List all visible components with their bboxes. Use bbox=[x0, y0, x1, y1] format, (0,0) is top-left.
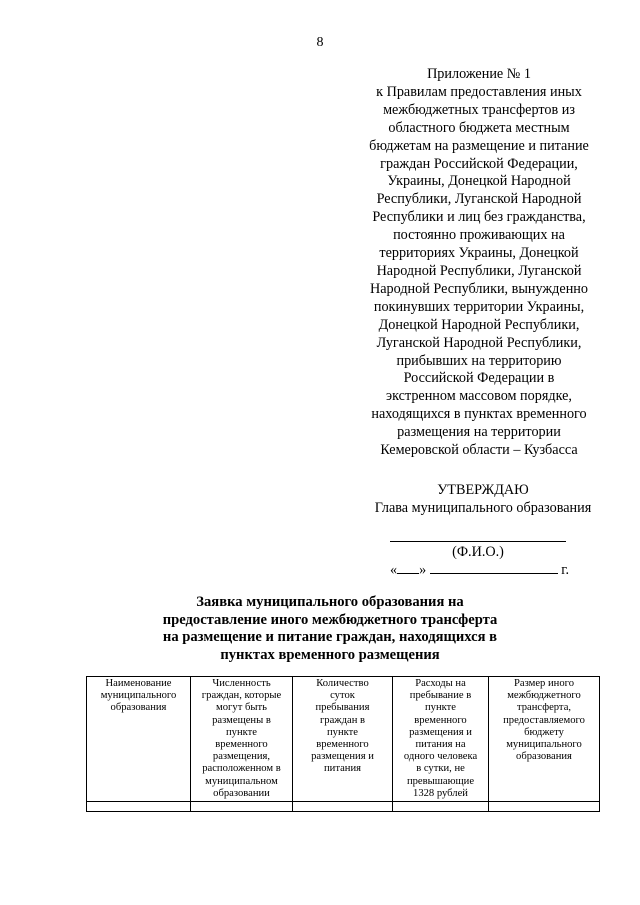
approval-date-line bbox=[390, 561, 580, 579]
header-line: суток bbox=[330, 690, 355, 702]
appendix-line: Народной Республики, вынужденно bbox=[370, 280, 588, 297]
month-year-blank bbox=[430, 561, 558, 574]
appendix-line: бюджетам на размещение и питание bbox=[369, 137, 589, 154]
appendix-line: размещения на территории bbox=[397, 424, 561, 441]
appendix-line: Кемеровской области – Кузбасса bbox=[380, 442, 578, 459]
title-line: предоставление иного межбюджетного трансферта bbox=[162, 611, 498, 628]
header-line: предоставляемого bbox=[503, 714, 585, 726]
approval-heading: УТВЕРЖДАЮ bbox=[437, 482, 529, 498]
approval-position: Глава муниципального образования bbox=[374, 499, 592, 516]
signature-line bbox=[390, 541, 566, 542]
appendix-line: покинувших территории Украины, bbox=[373, 298, 585, 315]
header-line: Количество bbox=[316, 678, 369, 689]
header-line: пункте bbox=[425, 702, 456, 714]
header-line: размещены в bbox=[212, 714, 271, 726]
appendix-line: граждан Российской Федерации, bbox=[380, 155, 578, 172]
header-line: временного bbox=[414, 714, 467, 726]
header-line: пункте bbox=[226, 726, 257, 738]
table-row bbox=[87, 802, 600, 812]
header-line: муниципальном bbox=[205, 775, 278, 787]
header-citizens-count bbox=[191, 677, 293, 802]
appendix-line: постоянно проживающих на bbox=[393, 227, 565, 244]
table-header-row bbox=[87, 677, 600, 802]
header-line: в сутки, не bbox=[416, 763, 465, 775]
table-cell bbox=[191, 802, 293, 812]
header-line: муниципального bbox=[506, 739, 582, 751]
header-line: образования bbox=[110, 702, 167, 714]
header-line: Расходы на bbox=[415, 678, 466, 689]
appendix-line: к Правилам предоставления иных bbox=[376, 83, 582, 100]
appendix-line: прибывших на территорию bbox=[396, 352, 562, 369]
header-line: размещения, bbox=[212, 751, 271, 763]
appendix-line: находящихся в пунктах временного bbox=[371, 406, 587, 423]
appendix-line: межбюджетных трансфертов из bbox=[383, 101, 575, 118]
header-line: межбюджетного bbox=[507, 690, 581, 702]
header-line: питания на bbox=[415, 739, 466, 751]
day-blank bbox=[397, 561, 419, 574]
table-cell bbox=[293, 802, 393, 812]
header-line: трансферта, bbox=[516, 702, 572, 714]
appendix-note bbox=[356, 66, 602, 460]
page-number: 8 bbox=[316, 35, 324, 50]
header-days-count bbox=[293, 677, 393, 802]
header-transfer-amount bbox=[489, 677, 600, 802]
header-line: превышающие bbox=[406, 775, 475, 787]
header-line: бюджету bbox=[524, 726, 564, 738]
header-daily-cost bbox=[393, 677, 489, 802]
header-line: пребывание в bbox=[409, 690, 472, 702]
appendix-line: Республики, Луганской Народной bbox=[376, 191, 582, 208]
header-line: Размер иного bbox=[514, 678, 574, 689]
date-open-quote: « bbox=[390, 562, 398, 578]
title-line: Заявка муниципального образования на bbox=[196, 594, 464, 610]
header-line: временного bbox=[316, 739, 369, 751]
appendix-line: Народной Республики, Луганской bbox=[376, 262, 582, 279]
header-line: размещения и bbox=[409, 726, 472, 738]
date-suffix: г. bbox=[561, 562, 570, 578]
approval-block bbox=[360, 482, 606, 518]
header-line: Наименование bbox=[105, 678, 172, 689]
appendix-line: Украины, Донецкой Народной bbox=[387, 173, 571, 190]
header-line: Численность bbox=[212, 678, 271, 689]
header-line: пункте bbox=[327, 726, 358, 738]
document-title bbox=[150, 594, 510, 664]
appendix-line: областного бюджета местным bbox=[388, 119, 570, 136]
table-cell bbox=[489, 802, 600, 812]
table-cell bbox=[87, 802, 191, 812]
header-line: размещения и bbox=[311, 751, 374, 763]
header-line: граждан в bbox=[319, 714, 366, 726]
header-line: могут быть bbox=[216, 702, 267, 714]
appendix-line: Российской Федерации в bbox=[403, 370, 555, 387]
appendix-line: экстренном массовом порядке, bbox=[386, 388, 572, 405]
header-line: пребывания bbox=[315, 702, 370, 714]
appendix-line: Луганской Народной Республики, bbox=[376, 334, 582, 351]
appendix-line: Приложение № 1 bbox=[427, 66, 531, 82]
appendix-line: территориях Украины, Донецкой bbox=[379, 245, 579, 262]
appendix-line: Республики и лиц без гражданства, bbox=[372, 209, 586, 226]
date-close-quote: » bbox=[419, 562, 427, 578]
fio-caption: (Ф.И.О.) bbox=[452, 544, 504, 560]
title-line: на размещение и питание граждан, находящихся в bbox=[162, 629, 498, 645]
table-cell bbox=[393, 802, 489, 812]
header-line: одного человека bbox=[403, 751, 478, 763]
title-line: пунктах временного размещения bbox=[220, 646, 440, 663]
header-line: временного bbox=[215, 739, 268, 751]
header-line: питания bbox=[323, 763, 361, 775]
header-line: расположенном в bbox=[202, 763, 281, 775]
appendix-line: Донецкой Народной Республики, bbox=[378, 316, 580, 333]
header-line: образования bbox=[516, 751, 572, 763]
header-line: муниципального bbox=[100, 690, 177, 702]
header-line: 1328 рублей bbox=[413, 787, 468, 799]
header-line: образовании bbox=[213, 787, 270, 799]
header-municipality bbox=[87, 677, 191, 802]
header-line: граждан, которые bbox=[201, 690, 282, 702]
application-table bbox=[86, 676, 600, 812]
